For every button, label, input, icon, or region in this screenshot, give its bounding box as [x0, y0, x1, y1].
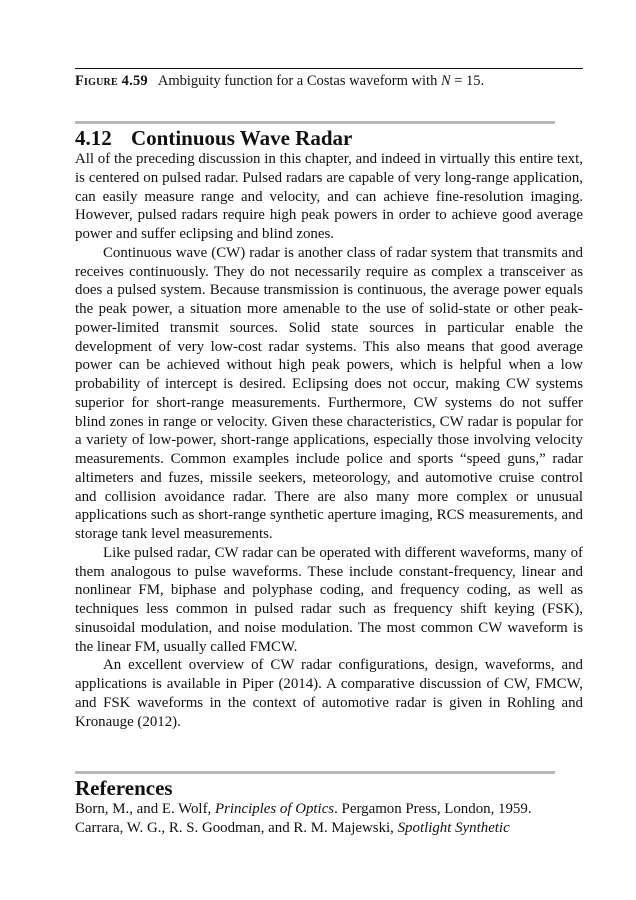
reference-item: Born, M., and E. Wolf, Principles of Optics. Pergamon Press, London, 1959. [75, 801, 532, 817]
paragraph: Continuous wave (CW) radar is another class of radar system that transmits and receives continuously. They do not necessarily require as complex a transceiver as does a pulsed system. Because transmission is continuous, the average power equals the peak power, a situation more amenable to the use of solid-state or other peak-power-limited transmit sources. Solid state sources in particular enable the development of very low-cost radar systems. This also means that good average power can be achieved without high peak powers, which is helpful when a low probability of intercept is desired. Eclipsing does not occur, making CW systems superior for short-range measurements. Furthermore, CW systems do not suffer blind zones in range or velocity. Given these characteristics, CW radar is popular for a variety of low-power, short-range applications, especially those involving velocity measurements. Common examples include police and sports “speed guns,” radar altimeters and fuzes, missile seekers, meteorology, and automotive cruise control and collision avoidance radar. There are also many more complex or unusual applications such as short-range synthetic aperture imaging, RCS measurements, and storage tank level measurements. [75, 244, 583, 542]
references-heading: References [75, 776, 173, 800]
figure-caption [75, 72, 484, 90]
section-heading [75, 126, 352, 150]
section-number: 4.12 [75, 126, 112, 150]
figure-label: Figure 4.59 [75, 73, 148, 89]
figure-top-rule [75, 68, 583, 69]
references-divider [75, 771, 555, 774]
section-title: Continuous Wave Radar [131, 126, 353, 150]
section-body [75, 150, 583, 731]
figure-caption-text: Ambiguity function for a Costas waveform with [157, 73, 441, 89]
reference-item: Carrara, W. G., R. S. Goodman, and R. M. Majewski, Spotlight Synthetic [75, 820, 510, 836]
paragraph: All of the preceding discussion in this chapter, and indeed in virtually this entire text, is centered on pulsed radar. Pulsed radars are capable of very long-range application, can easily measure range and velocity, and can achieve fine-resolution imaging. However, pulsed radars require high peak powers in order to achieve good average power and suffer eclipsing and blind zones. [75, 151, 583, 242]
figure-caption-tail: = 15. [450, 73, 485, 89]
section-divider [75, 121, 555, 124]
paragraph: An excellent overview of CW radar configurations, design, waveforms, and applications is available in Piper (2014). A comparative discussion of CW, FMCW, and FSK waveforms in the context of automotive radar is given in Rohling and Kronauge (2012). [75, 657, 583, 730]
references-list [75, 800, 583, 838]
paragraph: Like pulsed radar, CW radar can be operated with different waveforms, many of them analogous to pulse waveforms. These include constant-frequency, linear and nonlinear FM, biphase and polyphase coding, and frequency coding, as well as techniques less common in pulsed radar such as frequency shift keying (FSK), sinusoidal modulation, and noise modulation. The most common CW waveform is the linear FM, usually called FMCW. [75, 544, 583, 655]
figure-caption-variable: N [440, 73, 451, 89]
